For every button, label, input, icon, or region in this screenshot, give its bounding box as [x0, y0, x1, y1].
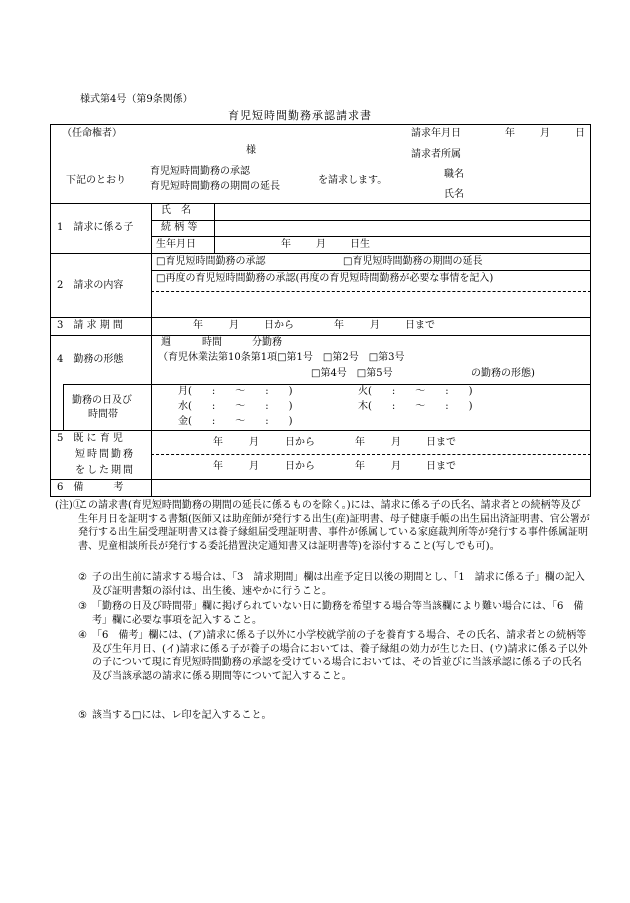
note-2: 子の出生前に請求する場合は、「3 請求期間」欄は出産予定日以後の期間とし、「1 請求に係る子」欄の記入及び証明書類の添付は、出生後、速やかに行うこと。: [92, 572, 585, 597]
note-4: 「6 備考」欄には、(ア)請求に係る子以外に小学校就学前の子を養育する場合、その氏名、請求者との続柄等及び生年月日、(イ)請求に係る子が養子の場合においては、養子縁組の効力が生じた日、(ウ)請求に係る子以外の子について現に育児短時間勤務の承認を受けている場合においては、その旨並びに当該承認に係る子の氏名及び当該承認の請求に係る期間等について記入すること。: [92, 630, 588, 682]
friday-slot: 金( : ～ : ): [178, 416, 293, 427]
note-4-marker: ④: [78, 630, 87, 641]
form-number: 様式第4号（第9条関係）: [80, 94, 193, 105]
sec5-label-1: 5 既 に 育 児: [57, 433, 123, 444]
note-2-marker: ②: [78, 572, 87, 583]
name-label: 氏名: [444, 189, 464, 200]
date-year: 年: [505, 128, 515, 139]
prior-year1: 年: [213, 461, 223, 472]
form-title: 育児短時間勤務承認請求書: [228, 109, 372, 122]
affiliation-label: 請求者所属: [411, 149, 461, 160]
option-extension[interactable]: 育児短時間勤務の期間の延長: [150, 181, 280, 192]
position-label: 職名: [444, 169, 464, 180]
sec2-label: 2 請求の内容: [57, 280, 124, 291]
sama-label: 様: [246, 145, 256, 156]
tuesday-slot: 火( : ～ : ): [358, 386, 473, 397]
days-label-1: 勤務の日及び: [72, 395, 132, 406]
prior-to: 日まで: [426, 437, 456, 448]
sec1-label: 1 請求に係る子: [57, 222, 134, 233]
content-option-reapproval[interactable]: □再度の育児短時間勤務の承認(再度の育児短時間勤務が必要な事情を記入): [156, 273, 494, 284]
prior-from: 日から: [285, 461, 315, 472]
prior-month1: 月: [249, 461, 259, 472]
days-label-2: 時間帯: [88, 409, 118, 420]
note-3: 「勤務の日及び時間帯」欄に掲げられていない日に勤務を希望する場合等当該欄により難い場合には、「6 備考」欄に必要な事項を記入すること。: [92, 601, 584, 626]
period-month1: 月: [229, 320, 239, 331]
sec5-label-2: 短時間勤務: [75, 449, 135, 460]
thursday-slot: 木( : ～ : ): [358, 401, 473, 412]
sec4-label: 4 勤務の形態: [57, 354, 124, 365]
period-year2: 年: [334, 320, 344, 331]
note-3-marker: ③: [78, 601, 87, 612]
note-5-marker: ⑤: [78, 710, 87, 721]
prior-month2: 月: [391, 461, 401, 472]
wednesday-slot: 水( : ～ : ): [178, 401, 293, 412]
birth-month: 月: [316, 239, 326, 250]
sec6-label: 6 備 考: [57, 482, 124, 493]
birth-day: 日生: [350, 239, 370, 250]
period-from: 日から: [264, 320, 294, 331]
notes-prefix: (注)①: [55, 500, 83, 511]
prior-year1: 年: [213, 437, 223, 448]
intro-text: 下記のとおり: [66, 175, 126, 186]
forms-label: の勤務の形態): [471, 368, 535, 379]
child-relation-label: 続 柄 等: [161, 222, 198, 233]
content-option-extension[interactable]: □育児短時間勤務の期間の延長: [343, 256, 483, 267]
child-name-label: 氏 名: [161, 205, 191, 216]
birth-year: 年: [281, 239, 291, 250]
prior-from: 日から: [285, 437, 315, 448]
minutes-label: 分勤務: [252, 337, 282, 348]
date-month: 月: [540, 128, 550, 139]
period-month2: 月: [370, 320, 380, 331]
prior-month1: 月: [249, 437, 259, 448]
prior-to: 日まで: [426, 461, 456, 472]
law-reference-2: □第4号 □第5号: [311, 368, 393, 379]
note-5: 該当する□には、レ印を記入すること。: [92, 710, 272, 721]
law-reference: （育児休業法第10条第1項□第1号 □第2号 □第3号: [158, 352, 405, 363]
prior-year2: 年: [355, 437, 365, 448]
date-label: 請求年月日: [411, 128, 461, 139]
prior-month2: 月: [391, 437, 401, 448]
authority-label: （任命権者）: [62, 128, 122, 139]
monday-slot: 月( : ～ : ): [178, 386, 293, 397]
week-label: 週: [161, 337, 171, 348]
date-day: 日: [575, 128, 585, 139]
hours-label: 時間: [202, 337, 222, 348]
child-birth-label: 生年月日: [156, 239, 196, 250]
note-1: この請求書(育児短時間勤務の期間の延長に係るものを除く。)には、請求に係る子の氏名、請求者との続柄等及び生年月日を証明する書類(医師又は助産師が発行する出生(産)証明書、母子健康手帳の出生届出済証明書、官公署が発行する出生届受理証明書又は養子縁組届受理証明書、事件が係属している家庭裁判所等が発行する事件係属証明書、児童相談所長が発行する委託措置決定通知書又は証明書等)を添付すること(写しでも可)。: [78, 500, 590, 552]
period-year1: 年: [193, 320, 203, 331]
content-option-approval[interactable]: □育児短時間勤務の承認: [156, 256, 266, 267]
request-text: を請求します。: [318, 175, 388, 186]
period-to: 日まで: [405, 320, 435, 331]
sec5-label-3: をした期間: [75, 465, 135, 476]
prior-year2: 年: [355, 461, 365, 472]
option-approval[interactable]: 育児短時間勤務の承認: [150, 166, 250, 177]
sec3-label: 3 請 求 期 間: [57, 320, 123, 331]
